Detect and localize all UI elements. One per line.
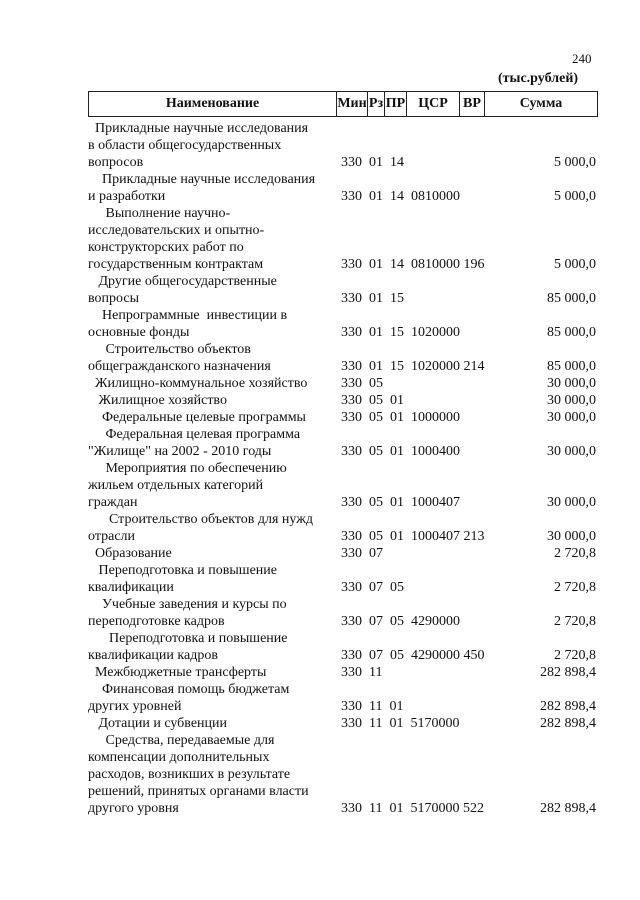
row-code: 330 11 01	[341, 699, 404, 714]
page-number: 240	[572, 51, 592, 66]
row-name-line: другого уровня	[88, 801, 179, 816]
row-code: 330 07 05 4290000	[341, 614, 460, 629]
row-code: 330 11	[341, 665, 383, 680]
header-vr: ВР	[459, 92, 484, 116]
row-name	[88, 460, 333, 511]
table-row	[0, 460, 640, 511]
table-row	[0, 307, 640, 341]
row-amount: 30 000,0	[547, 393, 596, 408]
row-name	[88, 545, 333, 562]
header-csr: ЦСР	[406, 92, 459, 116]
table-row	[0, 732, 640, 817]
row-name-line: Жилищное хозяйство	[88, 393, 227, 408]
row-name-line: Строительство объектов	[88, 342, 251, 357]
table-row	[0, 664, 640, 681]
row-name-line: граждан	[88, 495, 138, 510]
table-body	[0, 120, 640, 817]
row-amount: 5 000,0	[554, 257, 596, 272]
row-name-line: Строительство объектов для нужд	[88, 512, 314, 527]
row-name-line: исследовательских и опытно-	[88, 223, 265, 238]
row-amount: 30 000,0	[547, 376, 596, 391]
row-code: 330 11 01 5170000 522	[341, 801, 484, 816]
row-code: 330 01 14 0810000 196	[341, 257, 485, 272]
table-row	[0, 120, 640, 171]
row-amount: 2 720,8	[554, 648, 596, 663]
row-name	[88, 171, 333, 205]
row-name-line: "Жилище" на 2002 - 2010 годы	[88, 444, 272, 459]
row-amount: 85 000,0	[547, 291, 596, 306]
row-name-line: компенсации дополнительных	[88, 750, 270, 765]
row-name-line: Финансовая помощь бюджетам	[88, 682, 290, 697]
table-row	[0, 596, 640, 630]
row-name-line: квалификации кадров	[88, 648, 218, 663]
row-amount: 2 720,8	[554, 614, 596, 629]
row-code: 330 05 01 1000407 213	[341, 529, 485, 544]
header-rz: Рз	[367, 92, 384, 116]
row-name	[88, 732, 333, 817]
row-amount: 282 898,4	[540, 801, 596, 816]
row-name	[88, 375, 333, 392]
row-name-line: решений, принятых органами власти	[88, 784, 309, 799]
table-row	[0, 715, 640, 732]
row-code: 330 11 01 5170000	[341, 716, 460, 731]
table-row	[0, 171, 640, 205]
row-name	[88, 409, 333, 426]
row-name	[88, 596, 333, 630]
row-name-line: жильем отдельных категорий	[88, 478, 264, 493]
row-code: 330 01 15	[341, 291, 404, 306]
row-name-line: Непрограммные инвестиции в	[88, 308, 288, 323]
table-row	[0, 562, 640, 596]
table-row	[0, 426, 640, 460]
row-code: 330 07 05 4290000 450	[341, 648, 485, 663]
row-amount: 282 898,4	[540, 699, 596, 714]
row-name	[88, 273, 333, 307]
row-name	[88, 307, 333, 341]
table-row	[0, 341, 640, 375]
row-name	[88, 715, 333, 732]
row-name-line: и разработки	[88, 189, 166, 204]
row-name-line: Жилищно-коммунальное хозяйство	[88, 376, 308, 391]
row-amount: 5 000,0	[554, 155, 596, 170]
row-amount: 282 898,4	[540, 716, 596, 731]
row-name-line: расходов, возникших в результате	[88, 767, 291, 782]
row-code: 330 01 15 1020000 214	[341, 359, 485, 374]
row-name	[88, 120, 333, 171]
row-code: 330 05 01 1000400	[341, 444, 460, 459]
table-row	[0, 409, 640, 426]
row-amount: 30 000,0	[547, 444, 596, 459]
row-name	[88, 681, 333, 715]
row-name-line: Другие общегосударственные	[88, 274, 277, 289]
row-name	[88, 426, 333, 460]
row-name-line: Выполнение научно-	[88, 206, 231, 221]
row-code: 330 05	[341, 376, 383, 391]
row-name	[88, 341, 333, 375]
row-amount: 85 000,0	[547, 325, 596, 340]
row-name-line: Учебные заведения и курсы по	[88, 597, 287, 612]
header-name: Наименование	[165, 96, 260, 111]
row-code: 330 05 01 1000000	[341, 410, 460, 425]
row-name	[88, 511, 333, 545]
header-sum: Сумма	[484, 92, 597, 116]
row-name-line: Средства, передаваемые для	[88, 733, 275, 748]
row-name	[88, 630, 333, 664]
row-name-line: Переподготовка и повышение	[88, 563, 277, 578]
table-row	[0, 681, 640, 715]
row-name-line: отрасли	[88, 529, 136, 544]
row-name-line: вопросов	[88, 155, 144, 170]
row-name-line: Мероприятия по обеспечению	[88, 461, 287, 476]
row-name-line: Федеральные целевые программы	[88, 410, 306, 425]
row-name-line: Межбюджетные трансферты	[88, 665, 267, 680]
row-code: 330 07	[341, 546, 383, 561]
row-amount: 2 720,8	[554, 546, 596, 561]
table-header	[88, 91, 598, 117]
row-name-line: в области общегосударственных	[88, 138, 282, 153]
row-amount: 30 000,0	[547, 529, 596, 544]
row-name-line: Дотации и субвенции	[88, 716, 228, 731]
table-row	[0, 375, 640, 392]
row-amount: 5 000,0	[554, 189, 596, 204]
row-amount: 85 000,0	[547, 359, 596, 374]
table-row	[0, 630, 640, 664]
row-amount: 30 000,0	[547, 495, 596, 510]
table-row	[0, 205, 640, 273]
row-name	[88, 392, 333, 409]
row-name-line: общегражданского назначения	[88, 359, 271, 374]
row-name	[88, 562, 333, 596]
table-row	[0, 392, 640, 409]
row-name-line: Федеральная целевая программа	[88, 427, 301, 442]
row-name-line: конструкторских работ по	[88, 240, 244, 255]
table-row	[0, 545, 640, 562]
row-name	[88, 205, 333, 273]
row-name-line: вопросы	[88, 291, 139, 306]
row-amount: 30 000,0	[547, 410, 596, 425]
row-name-line: Прикладные научные исследования	[88, 172, 316, 187]
row-code: 330 01 14 0810000	[341, 189, 460, 204]
row-name-line: Переподготовка и повышение	[88, 631, 288, 646]
units-label: (тыс.рублей)	[498, 71, 579, 86]
row-name-line: государственным контрактам	[88, 257, 264, 272]
row-code: 330 01 14	[341, 155, 404, 170]
row-name-line: квалификации	[88, 580, 174, 595]
row-name-line: Образование	[88, 546, 172, 561]
row-code: 330 05 01 1000407	[341, 495, 460, 510]
row-name-line: основные фонды	[88, 325, 190, 340]
table-row	[0, 511, 640, 545]
row-name-line: других уровней	[88, 699, 182, 714]
header-pr: ПР	[384, 92, 406, 116]
row-name-line: переподготовке кадров	[88, 614, 225, 629]
row-name-line: Прикладные научные исследования	[88, 121, 309, 136]
row-name	[88, 664, 333, 681]
header-min: Мин	[336, 92, 367, 116]
row-amount: 2 720,8	[554, 580, 596, 595]
row-amount: 282 898,4	[540, 665, 596, 680]
row-code: 330 07 05	[341, 580, 404, 595]
table-row	[0, 273, 640, 307]
row-code: 330 01 15 1020000	[341, 325, 460, 340]
row-code: 330 05 01	[341, 393, 404, 408]
